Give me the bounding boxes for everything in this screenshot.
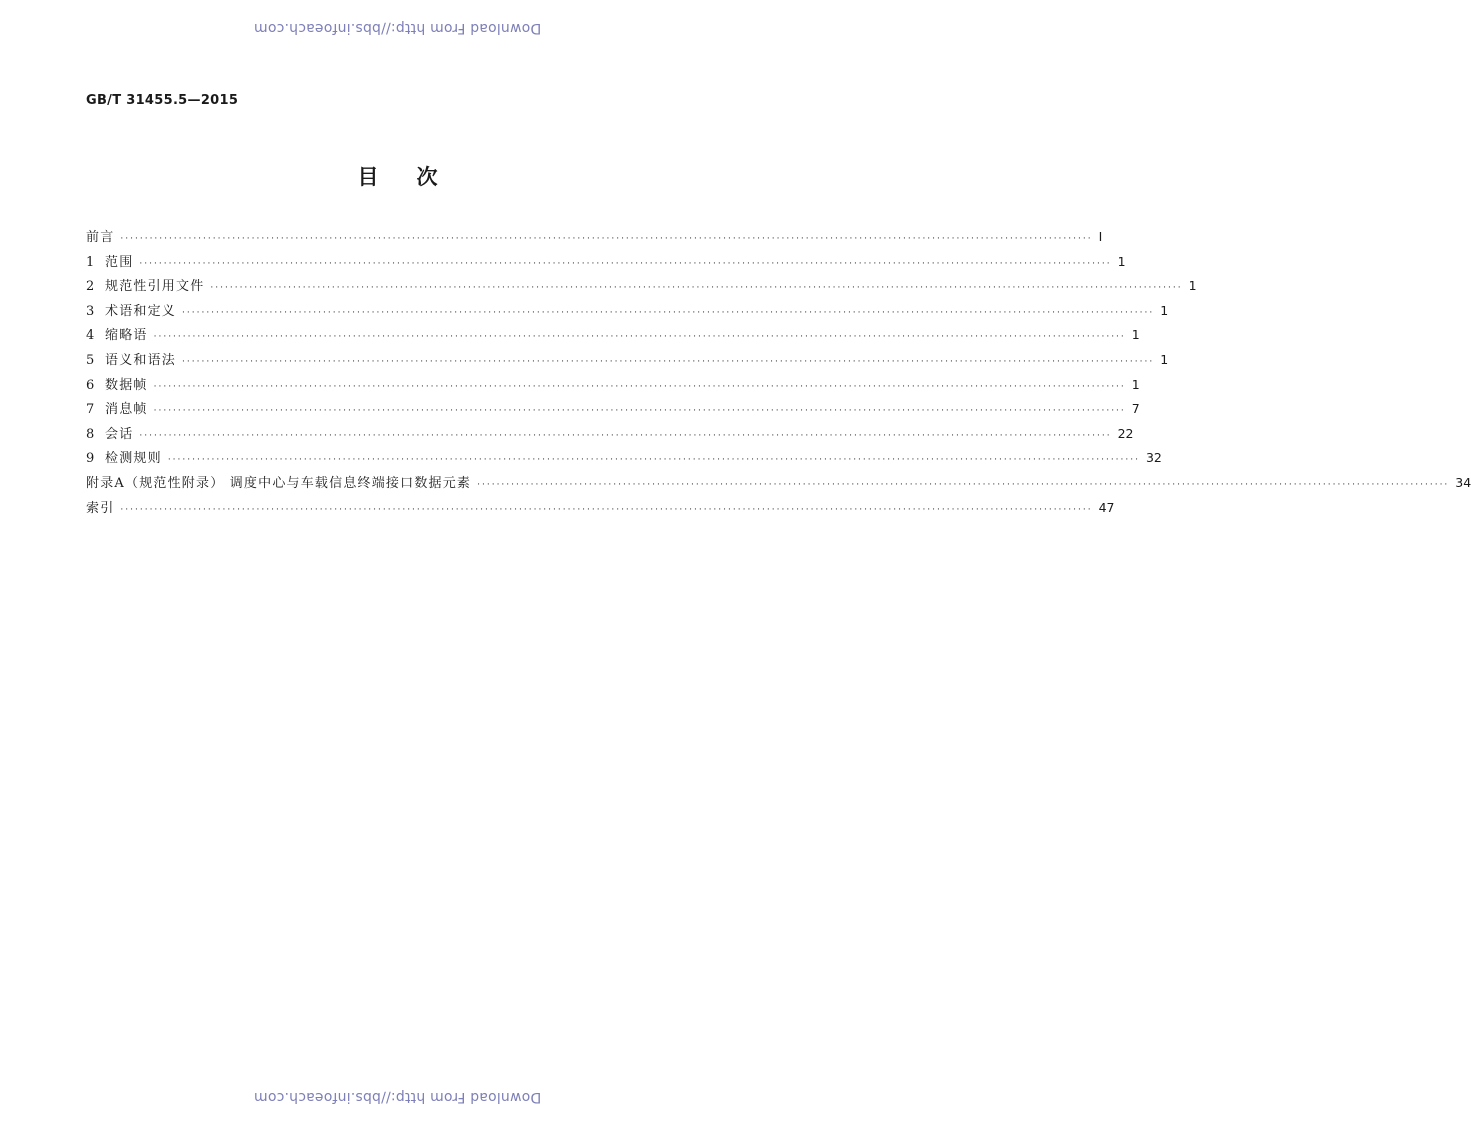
toc-entry-page: 32 [1145,450,1162,466]
watermark-top: Download From http://bbs.infoeach.com [253,20,542,36]
toc-entry-7[interactable] [86,398,1140,423]
page-title: 目次 [357,165,476,189]
toc-entry-number: 6 [86,377,95,393]
toc-entry-page: 1 [1160,302,1169,318]
toc-entry-page: 34 [1455,474,1471,490]
toc-entry-page: 1 [1117,253,1126,269]
toc-entry-label: 前言 [86,230,115,245]
toc-entry-number: 3 [86,303,95,319]
toc-entry-label: 检测规则 [105,451,162,467]
toc-entry-page: 22 [1117,425,1134,441]
toc-entry-number: 5 [86,352,95,368]
toc-leader-dots: ········································································································································································································ [139,430,1112,441]
toc-entry-label: 语义和语法 [105,352,177,368]
toc-leader-dots: ········································································································································································································ [182,307,1155,318]
standard-code: GB/T 31455.5—2015 [86,93,239,108]
toc-entry-number: 7 [86,402,95,418]
toc-entry-number: 1 [86,254,95,270]
toc-entry-page: 1 [1188,278,1197,294]
toc-leader-dots: ········································································································································································································ [139,258,1112,269]
toc-leader-dots: ········································································································································································································ [153,406,1126,417]
toc-entry-6[interactable] [86,374,1140,399]
toc-leader-dots: ········································································································································································································ [210,283,1183,294]
toc-entry-label: 术语和定义 [105,303,177,319]
toc-entry-5[interactable] [86,349,1169,374]
toc-entry-label: 索引 [86,500,115,516]
toc-entry-number: 8 [86,426,95,442]
toc-entry-1[interactable] [86,251,1126,276]
toc-leader-dots: ········································································································································································································ [153,381,1126,392]
toc-entry-9[interactable] [86,447,1162,472]
toc-entry-label: 数据帧 [105,377,148,393]
toc-entry-label: 消息帧 [105,402,148,418]
toc-leader-dots: ········································································································································································································ [120,504,1093,515]
toc-entry-3[interactable] [86,300,1169,325]
toc-entry-page: 7 [1131,401,1140,417]
toc-leader-dots: ········································································································································································································ [120,234,1093,244]
toc-entry-page: 1 [1131,376,1140,392]
toc-leader-dots: ········································································································································································································ [153,332,1126,343]
toc-entry-number: 2 [86,279,95,295]
toc-entry-number: 9 [86,451,95,467]
toc-entry-label: 规范性引用文件 [105,279,205,295]
watermark-bottom: Download From http://bbs.infoeach.com [253,1089,542,1105]
toc-leader-dots: ········································································································································································································ [477,479,1450,490]
toc-entry-label: 附录A（规范性附录） 调度中心与车载信息终端接口数据元素 [86,475,472,491]
toc-leader-dots: ········································································································································································································ [182,356,1155,367]
toc-entry-page: I [1098,229,1103,244]
toc-entry-8[interactable] [86,423,1134,448]
toc-entry-page: 1 [1160,351,1169,367]
toc-leader-dots: ········································································································································································································ [167,455,1140,466]
toc-entry-label: 会话 [105,426,134,442]
toc-entry-4[interactable] [86,324,1140,349]
toc-entry-label: 缩略语 [105,328,148,344]
toc-entry-page: 47 [1098,499,1115,515]
toc-entry-label: 范围 [105,254,134,270]
table-of-contents [86,226,1471,521]
toc-entry-page: 1 [1131,327,1140,343]
toc-entry-appendix-a[interactable] [86,472,1471,497]
toc-entry-preface[interactable] [86,226,1103,251]
toc-entry-index[interactable] [86,497,1115,522]
toc-entry-number: 4 [86,328,95,344]
toc-entry-2[interactable] [86,275,1197,300]
